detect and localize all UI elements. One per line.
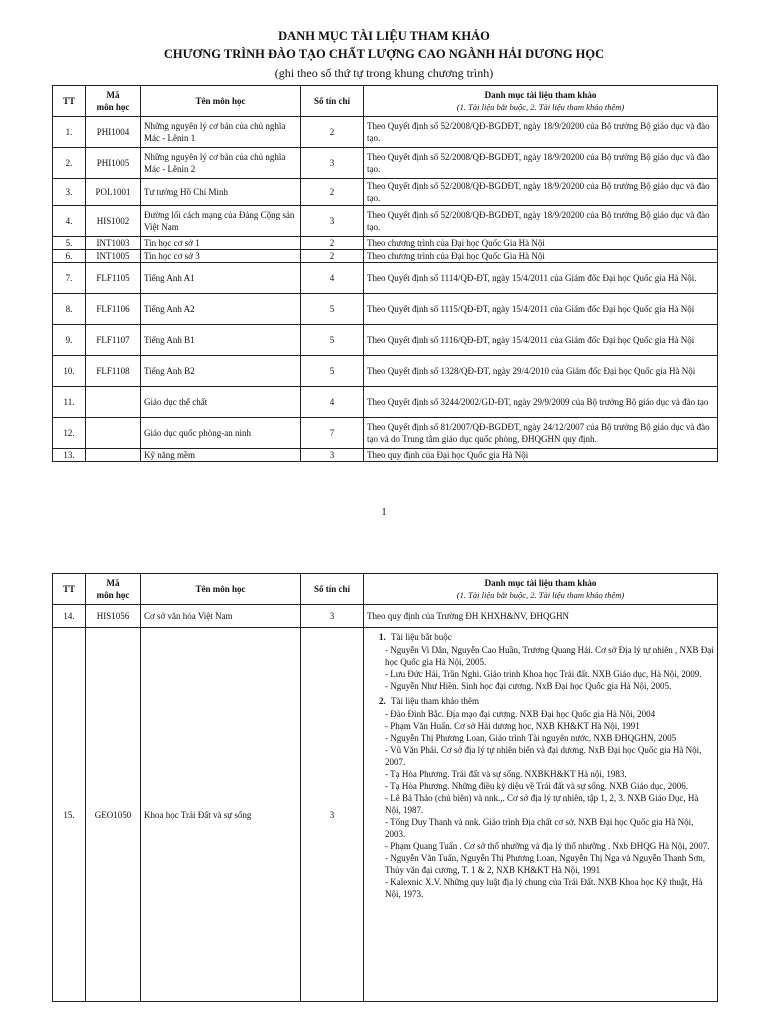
row-code: FLF1105 xyxy=(86,263,141,294)
row-credits: 2 xyxy=(301,179,364,206)
row-course-name: Đường lối cách mạng của Đảng Cộng sản Việt Nam xyxy=(141,206,301,237)
row-credits: 4 xyxy=(301,387,364,418)
row-credits: 2 xyxy=(301,237,364,250)
row-course-name: Tiếng Anh B1 xyxy=(141,325,301,356)
reference-item: - Đào Đình Bắc. Địa mạo đại cương. NXB Đại học Quốc gia Hà Nội, 2004 xyxy=(385,709,656,719)
row-tt: 6. xyxy=(53,250,86,263)
row-tt: 12. xyxy=(53,418,86,449)
reference-item: - Tạ Hòa Phương. Những điều kỳ diệu về Trái đất và sự sống. NXB Giáo dục, 2006. xyxy=(385,781,688,791)
col-code-header: Mã môn học xyxy=(86,86,141,117)
reference-item: - Lê Bá Thảo (chủ biên) và nnk.,. Cơ sở địa lý tự nhiên, tập 1, 2, 3. NXB Giáo Dục, Hà Nội, 1987. xyxy=(385,793,699,815)
row-credits: 3 xyxy=(301,605,364,628)
row-tt: 4. xyxy=(53,206,86,237)
row-tt: 14. xyxy=(53,605,86,628)
col-refs-header xyxy=(364,574,718,605)
section-title: Tài liệu tham khảo thêm xyxy=(391,696,479,706)
row-code: INT1005 xyxy=(86,250,141,263)
section-title: Tài liệu bắt buộc xyxy=(391,632,452,642)
table-row xyxy=(53,250,718,263)
col-name-header: Tên môn học xyxy=(141,574,301,605)
refs-header-title: Danh mục tài liệu tham khảo xyxy=(484,90,597,100)
reference-item: - Nguyễn Vi Dân, Nguyễn Cao Huần, Trương Quang Hải. Cơ sở Địa lý tự nhiên , NXB Đại học Quốc gia Hà Nội, 2005. xyxy=(385,645,714,667)
col-credits-header: Số tín chỉ xyxy=(301,574,364,605)
reference-item: - Nguyễn Thị Phương Loan, Giáo trình Tài nguyên nước, NXB ĐHQGHN, 2005 xyxy=(385,733,677,743)
row-credits: 4 xyxy=(301,263,364,294)
row-code xyxy=(86,387,141,418)
row-course-name: Kỹ năng mềm xyxy=(141,449,301,462)
table-row xyxy=(53,387,718,418)
row-tt: 7. xyxy=(53,263,86,294)
row-code: PHI1005 xyxy=(86,148,141,179)
col-name-header: Tên môn học xyxy=(141,86,301,117)
row-tt: 9. xyxy=(53,325,86,356)
row-references: Theo Quyết định số 1116/QĐ-ĐT, ngày 15/4/2011 của Giám đốc Đại học Quốc gia Hà Nội xyxy=(364,325,718,356)
program-title: CHƯƠNG TRÌNH ĐÀO TẠO CHẤT LƯỢNG CAO NGÀNH HẢI DƯƠNG HỌC xyxy=(163,47,605,61)
reference-item: - Vũ Văn Phái. Cơ sở địa lý tự nhiên biển và đại dương. NxB Đại học Quốc gia Hà Nội, 2007. xyxy=(385,745,702,767)
row-credits: 2 xyxy=(301,117,364,148)
row-tt: 5. xyxy=(53,237,86,250)
extra-refs-list xyxy=(367,708,714,900)
required-refs-heading xyxy=(379,631,714,643)
row-course-name: Những nguyên lý cơ bản của chủ nghĩa Mác - Lênin 2 xyxy=(141,148,301,179)
refs-header-sub: (1. Tài liệu bắt buộc, 2. Tài liệu tham khảo thêm) xyxy=(456,590,625,600)
row-credits: 3 xyxy=(301,206,364,237)
table-row xyxy=(53,628,718,1002)
table-row xyxy=(53,117,718,148)
section-number: 2. xyxy=(379,696,386,706)
table-row xyxy=(53,148,718,179)
row-credits: 3 xyxy=(301,628,364,1002)
table-row xyxy=(53,449,718,462)
table-row xyxy=(53,325,718,356)
document-title: DANH MỤC TÀI LIỆU THAM KHẢO xyxy=(278,29,490,43)
row-references: Theo quy định của Đại học Quốc gia Hà Nội xyxy=(364,449,718,462)
table-header-row xyxy=(53,574,718,605)
row-credits: 5 xyxy=(301,356,364,387)
row-course-name: Khoa học Trái Đất và sự sống xyxy=(141,628,301,1002)
references-table-page2 xyxy=(52,573,718,1002)
reference-item: - Nguyễn Văn Tuấn, Nguyễn Thị Phương Loan, Nguyễn Thị Nga và Nguyễn Thanh Sơn, Thủy văn đại cương, T. 1 & 2, NXB KH&KT Hà Nội, 1991 xyxy=(385,853,705,875)
row-references: Theo Quyết định số 1114/QĐ-ĐT, ngày 15/4/2011 của Giám đốc Đại học Quốc gia Hà Nội. xyxy=(364,263,718,294)
row-course-name: Tiếng Anh A1 xyxy=(141,263,301,294)
row-credits: 5 xyxy=(301,325,364,356)
reference-item: - Tạ Hòa Phương. Trái đất và sự sống. NXBKH&KT Hà nội, 1983. xyxy=(385,769,627,779)
table-row xyxy=(53,418,718,449)
subtitle-note: (ghi theo số thứ tự trong khung chương trình) xyxy=(274,66,494,80)
col-refs-header xyxy=(364,86,718,117)
row-references: Theo Quyết định số 1115/QĐ-ĐT, ngày 15/4/2011 của Giám đốc Đại học Quốc gia Hà Nội xyxy=(364,294,718,325)
row-code: FLF1106 xyxy=(86,294,141,325)
row-code: FLF1108 xyxy=(86,356,141,387)
reference-item: - Phạm Văn Huấn. Cơ sở Hải dương học, NXB KH&KT Hà Nội, 1991 xyxy=(385,721,640,731)
row-references: Theo Quyết định số 52/2008/QĐ-BGDĐT, ngày 18/9/20200 của Bộ trưởng Bộ giáo dục và đào tạo. xyxy=(364,206,718,237)
col-credits-header: Số tín chỉ xyxy=(301,86,364,117)
row-course-name: Tin học cơ sở 3 xyxy=(141,250,301,263)
reference-item: - Lưu Đức Hải, Trần Nghi. Giáo trình Khoa học Trái đất. NXB Giáo dục, Hà Nội, 2009. xyxy=(385,669,702,679)
row-references: Theo chương trình của Đại học Quốc Gia Hà Nội xyxy=(364,250,718,263)
extra-refs-heading xyxy=(379,695,714,707)
table-row xyxy=(53,206,718,237)
row-course-name: Những nguyên lý cơ bản của chủ nghĩa Mác - Lênin 1 xyxy=(141,117,301,148)
row-code: PHI1004 xyxy=(86,117,141,148)
col-code-header: Mã môn học xyxy=(86,574,141,605)
row-code: HIS1002 xyxy=(86,206,141,237)
col-tt-header: TT xyxy=(53,86,86,117)
row-references xyxy=(364,628,718,1002)
row-code xyxy=(86,418,141,449)
section-number: 1. xyxy=(379,632,386,642)
table-row xyxy=(53,605,718,628)
row-course-name: Giáo dục quốc phòng-an ninh xyxy=(141,418,301,449)
reference-item: - Tống Duy Thanh và nnk. Giáo trình Địa chất cơ sở. NXB Đại học Quốc gia Hà Nội, 2003. xyxy=(385,817,694,839)
row-references: Theo Quyết định số 52/2008/QĐ-BGDĐT, ngày 18/9/20200 của Bộ trưởng Bộ giáo dục và đào tạo. xyxy=(364,148,718,179)
row-references: Theo Quyết định số 81/2007/QĐ-BGDĐT, ngày 24/12/2007 của Bộ trưởng Bộ giáo dục và đào tạo và do Trung tâm giáo dục quốc phòng, ĐHQGHN quy định. xyxy=(364,418,718,449)
row-course-name: Tiếng Anh A2 xyxy=(141,294,301,325)
col-tt-header: TT xyxy=(53,574,86,605)
row-code: POL1001 xyxy=(86,179,141,206)
refs-header-sub: (1. Tài liệu bắt buộc, 2. Tài liệu tham khảo thêm) xyxy=(456,102,625,112)
row-course-name: Tin học cơ sở 1 xyxy=(141,237,301,250)
table-row xyxy=(53,294,718,325)
page-number: 1 xyxy=(381,506,387,518)
row-references: Theo chương trình của Đại học Quốc Gia Hà Nội xyxy=(364,237,718,250)
row-references: Theo Quyết định số 52/2008/QĐ-BGDĐT, ngày 18/9/20200 của Bộ trưởng Bộ giáo dục và đào tạo. xyxy=(364,179,718,206)
refs-header-title: Danh mục tài liệu tham khảo xyxy=(484,578,597,588)
row-credits: 3 xyxy=(301,148,364,179)
reference-item: - Phạm Quang Tuấn . Cơ sở thổ nhưỡng và địa lý thổ nhưỡng . Nxb ĐHQG Hà Nội, 2007. xyxy=(385,841,710,851)
reference-item: - Kalexnic X.V. Những quy luật địa lý chung của Trái Đất. NXB Khoa học Kỹ thuật, Hà Nội, 1973. xyxy=(385,877,703,899)
row-references: Theo quy định của Trường ĐH KHXH&NV, ĐHQGHN xyxy=(364,605,718,628)
row-references: Theo Quyết định số 52/2008/QĐ-BGDĐT, ngày 18/9/20200 của Bộ trưởng Bộ giáo dục và đào tạo. xyxy=(364,117,718,148)
required-refs-list xyxy=(367,644,714,692)
row-credits: 5 xyxy=(301,294,364,325)
row-code: HIS1056 xyxy=(86,605,141,628)
row-course-name: Giáo dục thể chất xyxy=(141,387,301,418)
table-row xyxy=(53,263,718,294)
row-tt: 1. xyxy=(53,117,86,148)
table-row xyxy=(53,179,718,206)
reference-item: - Nguyễn Như Hiền. Sinh học đại cương. NxB Đại học Quốc gia Hà Nội, 2005. xyxy=(385,681,672,691)
row-code xyxy=(86,449,141,462)
row-tt: 3. xyxy=(53,179,86,206)
row-code: FLF1107 xyxy=(86,325,141,356)
row-tt: 15. xyxy=(53,628,86,1002)
references-table-page1 xyxy=(52,85,718,462)
table-row xyxy=(53,356,718,387)
row-credits: 2 xyxy=(301,250,364,263)
row-credits: 7 xyxy=(301,418,364,449)
row-course-name: Tư tưởng Hồ Chí Minh xyxy=(141,179,301,206)
table-row xyxy=(53,237,718,250)
row-tt: 13. xyxy=(53,449,86,462)
row-tt: 11. xyxy=(53,387,86,418)
row-course-name: Cơ sở văn hóa Việt Nam xyxy=(141,605,301,628)
row-credits: 3 xyxy=(301,449,364,462)
row-references: Theo Quyết định số 3244/2002/GD-ĐT, ngày 29/9/2009 của Bộ trưởng Bộ giáo dục và đào tạo xyxy=(364,387,718,418)
row-tt: 2. xyxy=(53,148,86,179)
row-code: INT1003 xyxy=(86,237,141,250)
row-course-name: Tiếng Anh B2 xyxy=(141,356,301,387)
row-code: GEO1050 xyxy=(86,628,141,1002)
table-header-row xyxy=(53,86,718,117)
row-references: Theo Quyết định số 1328/QĐ-ĐT, ngày 29/4/2010 của Giám đốc Đại học Quốc gia Hà Nội xyxy=(364,356,718,387)
row-tt: 10. xyxy=(53,356,86,387)
row-tt: 8. xyxy=(53,294,86,325)
